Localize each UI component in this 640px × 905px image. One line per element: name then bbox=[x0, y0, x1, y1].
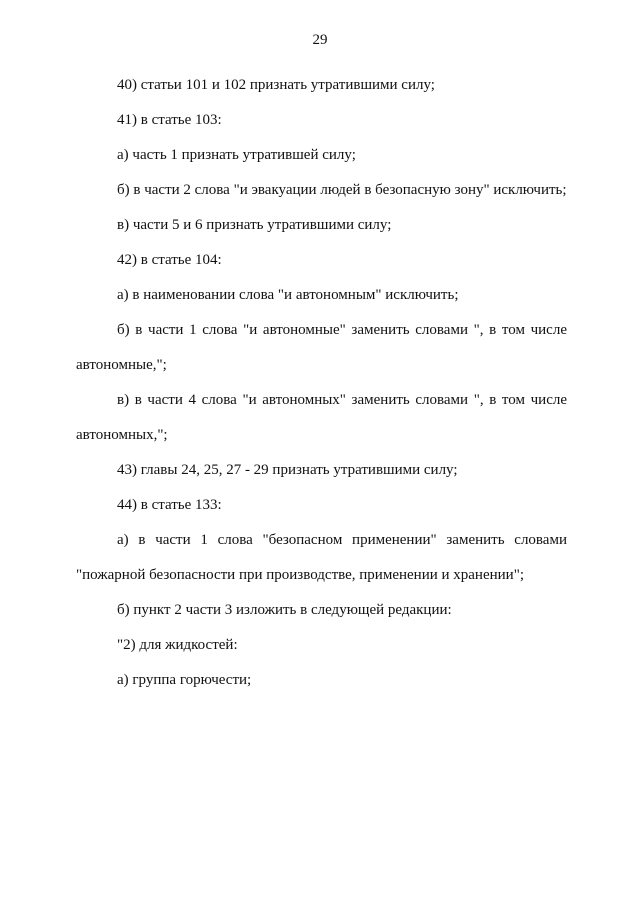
paragraph-41: 41) в статье 103: bbox=[117, 112, 222, 128]
paragraph-40: 40) статьи 101 и 102 признать утратившими силу; bbox=[117, 77, 435, 93]
page-number: 29 bbox=[312, 32, 328, 48]
quoted-item-2: "2) для жидкостей: bbox=[117, 637, 238, 653]
document-body bbox=[76, 68, 567, 698]
quoted-item-2-a: а) группа горючести; bbox=[117, 672, 252, 688]
paragraph-42: 42) в статье 104: bbox=[117, 252, 222, 268]
paragraph-41-b: б) в части 2 слова "и эвакуации людей в безопасную зону" исключить; bbox=[117, 182, 567, 198]
paragraph-41-a: а) часть 1 признать утратившей силу; bbox=[117, 147, 356, 163]
paragraph-42-v: в) в части 4 слова "и автономных" заменить словами ", в том числе автономных,"; bbox=[76, 392, 567, 443]
paragraph-44-a: а) в части 1 слова "безопасном применении" заменить словами "пожарной безопасности при производстве, применении и хранении"; bbox=[76, 532, 567, 583]
paragraph-43: 43) главы 24, 25, 27 - 29 признать утратившими силу; bbox=[117, 462, 458, 478]
paragraph-41-v: в) части 5 и 6 признать утратившими силу; bbox=[117, 217, 392, 233]
paragraph-44: 44) в статье 133: bbox=[117, 497, 222, 513]
paragraph-42-a: а) в наименовании слова "и автономным" исключить; bbox=[117, 287, 459, 303]
paragraph-42-b: б) в части 1 слова "и автономные" заменить словами ", в том числе автономные,"; bbox=[76, 322, 567, 373]
paragraph-44-b: б) пункт 2 части 3 изложить в следующей редакции: bbox=[117, 602, 452, 618]
